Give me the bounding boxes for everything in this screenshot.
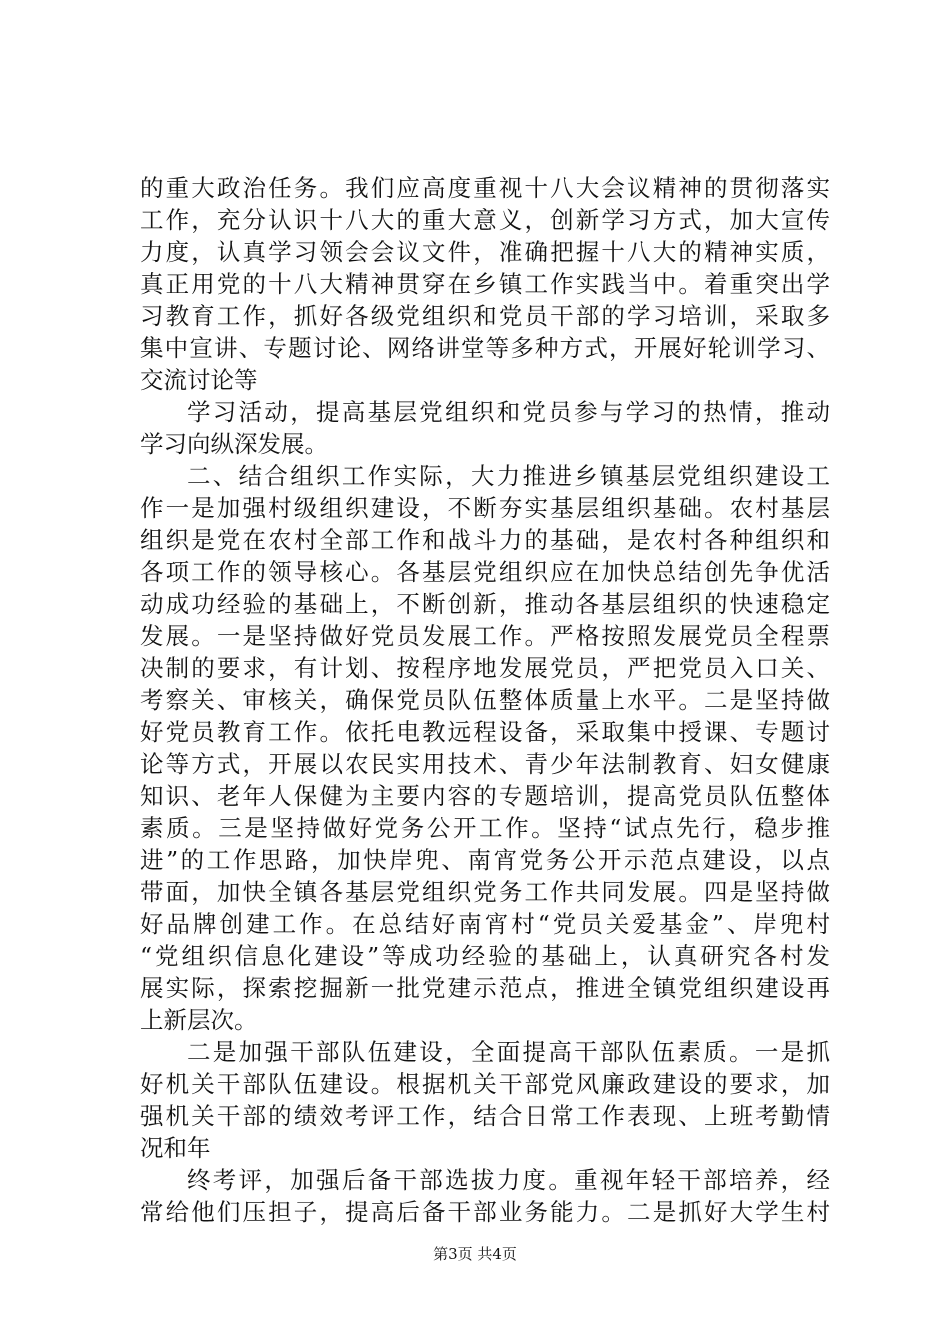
text-line: 力度，认真学习领会会议文件，准确把握十八大的精神实质，	[140, 238, 830, 266]
text-line: 组织是党在农村全部工作和战斗力的基础，是农村各种组织和	[140, 526, 830, 554]
text-line: 好机关干部队伍建设。根据机关干部党风廉政建设的要求，加	[140, 1070, 830, 1098]
text-line: 动成功经验的基础上，不断创新，推动各基层组织的快速稳定	[140, 590, 830, 618]
text-line: 习教育工作，抓好各级党组织和党员干部的学习培训，采取多	[140, 302, 830, 330]
text-line: 二是加强干部队伍建设，全面提高干部队伍素质。一是抓	[187, 1038, 830, 1066]
text-line: 考察关、审核关，确保党员队伍整体质量上水平。二是坚持做	[140, 686, 830, 714]
text-line: 上新层次。	[140, 1006, 258, 1034]
text-line: 的重大政治任务。我们应高度重视十八大会议精神的贯彻落实	[140, 174, 830, 202]
text-line: 决制的要求，有计划、按程序地发展党员，严把党员入口关、	[140, 654, 830, 682]
page-footer: 第3页 共4页	[433, 1245, 517, 1263]
text-line: 作一是加强村级组织建设，不断夯实基层组织基础。农村基层	[140, 494, 830, 522]
text-line: 好品牌创建工作。在总结好南宵村“党员关爱基金”、岸兜村	[140, 910, 830, 938]
text-line: 工作，充分认识十八大的重大意义，创新学习方式，加大宣传	[140, 206, 830, 234]
text-line: 知识、老年人保健为主要内容的专题培训，提高党员队伍整体	[140, 782, 830, 810]
text-line: 好党员教育工作。依托电教远程设备，采取集中授课、专题讨	[140, 718, 830, 746]
text-line: 论等方式，开展以农民实用技术、青少年法制教育、妇女健康	[140, 750, 830, 778]
text-line: 终考评，加强后备干部选拔力度。重视年轻干部培养，经	[187, 1166, 830, 1194]
text-line: 学习向纵深发展。	[140, 430, 328, 458]
text-line: 真正用党的十八大精神贯穿在乡镇工作实践当中。着重突出学	[140, 270, 830, 298]
text-line: 交流讨论等	[140, 366, 258, 394]
text-line: 带面，加快全镇各基层党组织党务工作共同发展。四是坚持做	[140, 878, 830, 906]
document-body	[140, 172, 830, 1228]
text-line: “党组织信息化建设”等成功经验的基础上，认真研究各村发	[140, 942, 830, 970]
text-line: 学习活动，提高基层党组织和党员参与学习的热情，推动	[187, 398, 830, 426]
text-line: 集中宣讲、专题讨论、网络讲堂等多种方式，开展好轮训学习、	[140, 334, 830, 362]
text-line: 强机关干部的绩效考评工作，结合日常工作表现、上班考勤情	[140, 1102, 830, 1130]
text-line: 展实际，探索挖掘新一批党建示范点，推进全镇党组织建设再	[140, 974, 830, 1002]
text-line: 发展。一是坚持做好党员发展工作。严格按照发展党员全程票	[140, 622, 830, 650]
text-line: 况和年	[140, 1134, 211, 1162]
text-line: 素质。三是坚持做好党务公开工作。坚持“试点先行，稳步推	[140, 814, 830, 842]
text-line: 各项工作的领导核心。各基层党组织应在加快总结创先争优活	[140, 558, 830, 586]
text-line: 进”的工作思路，加快岸兜、南宵党务公开示范点建设，以点	[140, 846, 830, 874]
text-line: 二、结合组织工作实际，大力推进乡镇基层党组织建设工	[187, 462, 830, 490]
text-line: 常给他们压担子，提高后备干部业务能力。二是抓好大学生村	[140, 1198, 830, 1226]
